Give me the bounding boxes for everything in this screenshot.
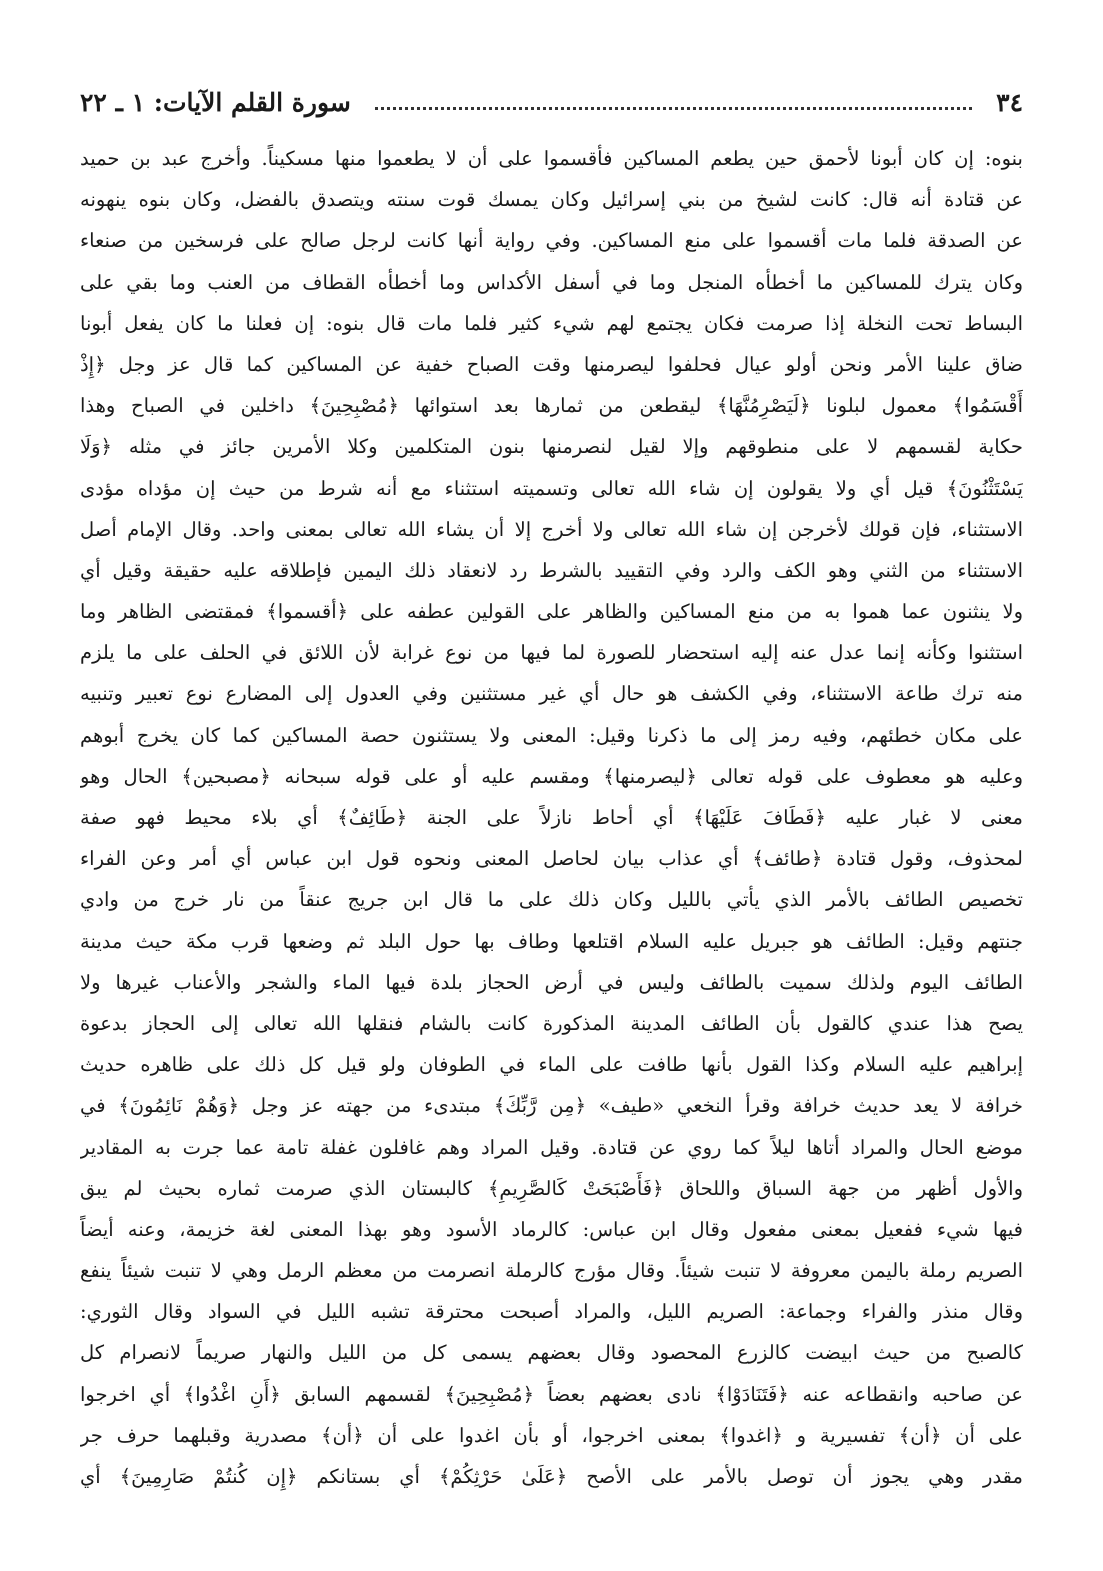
text-line: الصريم رملة باليمن معروفة لا تنبت شيئاً. وقال مؤرج كالرملة انصرمت من معظم الرمل وهي لا تنبت شيئاً ينفع	[80, 1259, 1023, 1283]
text-line: كالصبح من حيث ابيضت كالزرع المحصود وقال بعضهم يسمى كل من الليل والنهار صريماً لانصرام كل	[80, 1341, 1023, 1365]
header-dotted-leader	[375, 107, 972, 110]
text-line: والأول أظهر من جهة السباق واللحاق ﴿فَأَصْبَحَتْ كَالصَّرِيمِ﴾ كالبستان الذي صرمت ثماره بحيث لم يبق	[80, 1176, 1023, 1200]
text-line: على أن ﴿أن﴾ تفسيرية و ﴿اغدوا﴾ بمعنى اخرجوا، أو بأن اغدوا على أن ﴿أن﴾ مصدرية وقبلهما حرف جر	[80, 1423, 1023, 1447]
text-line: أَقْسَمُوا﴾ معمول لبلونا ﴿لَيَصْرِمُنَّهَا﴾ ليقطعن من ثمارها بعد استوائها ﴿مُصْبِحِينَ﴾ داخلين في الصباح وهذا	[80, 394, 1023, 418]
text-line: استثنوا وكأنه إنما عدل عنه إليه استحضار للصورة لما فيها من نوع غرابة لأن اللائق في الحلف على ما يلزم	[80, 641, 1023, 665]
text-line: وكان يترك للمساكين ما أخطأه المنجل وما في أسفل الأكداس وما أخطأه القطاف من العنب وما بقي على	[80, 270, 1023, 294]
page-number: ٣٤	[996, 87, 1023, 117]
text-line: الاستثناء، فإن قولك لأخرجن إن شاء الله تعالى ولا أخرج إلا أن يشاء الله تعالى بمعنى واحد. وقال الإمام أصل	[80, 517, 1023, 541]
text-line: ولا ينثنون عما هموا به من منع المساكين والظاهر على القولين عطفه على ﴿أقسموا﴾ فمقتضى الظاهر وما	[80, 600, 1023, 624]
text-line: فيها شيء ففعيل بمعنى مفعول وقال ابن عباس: كالرماد الأسود وهو بهذا المعنى لغة خزيمة، وعنه أيضاً	[80, 1217, 1023, 1241]
text-line: الطائف اليوم ولذلك سميت بالطائف وليس في أرض الحجاز بلدة فيها الماء والشجر والأعناب غيرها ولا	[80, 970, 1023, 994]
text-line: على مكان خطئهم، وفيه رمز إلى ما ذكرنا وقيل: المعنى ولا يستثنون حصة المساكين كما كان يخرج أبوهم	[80, 723, 1023, 747]
text-line: البساط تحت النخلة إذا صرمت فكان يجتمع لهم شيء كثير فلما مات قال بنوه: إن فعلنا ما كان يفعل أبونا	[80, 311, 1023, 335]
text-line: لمحذوف، وقول قتادة ﴿طائف﴾ أي عذاب بيان لحاصل المعنى ونحوه قول ابن عباس أي أمر وعن الفراء	[80, 847, 1023, 871]
text-line: بنوه: إن كان أبونا لأحمق حين يطعم المساكين فأقسموا على أن لا يطعموا منها مسكيناً. وأخرج عبد بن حميد	[80, 147, 1023, 170]
text-line: موضع الحال والمراد أتاها ليلاً كما روي عن قتادة. وقيل المراد وهم غافلون غفلة تامة عما جرت به المقادير	[80, 1135, 1023, 1159]
text-line: وقال منذر والفراء وجماعة: الصريم الليل، والمراد أصبحت محترقة تشبه الليل في السواد وقال الثوري:	[80, 1300, 1023, 1324]
text-line: حكاية لقسمهم لا على منطوقهم وإلا لقيل لنصرمنها بنون المتكلمين وكلا الأمرين جائز في مثله ﴿وَلَا	[80, 435, 1023, 459]
text-line: خرافة لا يعد حديث خرافة وقرأ النخعي «طيف» ﴿مِن رَّبِّكَ﴾ مبتدىء من جهته عز وجل ﴿وَهُمْ نَائِمُونَ﴾ في	[80, 1094, 1023, 1118]
text-line: عن قتادة أنه قال: كانت لشيخ من بني إسرائيل وكان يمسك قوت سنته ويتصدق بالفضل، وكان بنوه ينهونه	[80, 188, 1023, 212]
text-line: ضاق علينا الأمر ونحن أولو عيال فحلفوا ليصرمنها وقت الصباح خفية عن المساكين كما قال عز وجل ﴿إِذْ	[80, 352, 1023, 376]
text-line: إبراهيم عليه السلام وكذا القول بأنها طافت على الماء في الطوفان ولو قيل كل ذلك على ظاهره حديث	[80, 1053, 1023, 1077]
text-line: عن صاحبه وانقطاعه عنه ﴿فَتَنَادَوْا﴾ نادى بعضهم بعضاً ﴿مُصْبِحِينَ﴾ لقسمهم السابق ﴿أَنِ اغْدُوا﴾ أي اخرجوا	[80, 1382, 1023, 1406]
text-line: عن الصدقة فلما مات أقسموا على منع المساكين. وفي رواية أنها كانت لرجل صالح على فرسخين من صنعاء	[80, 229, 1023, 253]
text-line: جنتهم وقيل: الطائف هو جبريل عليه السلام اقتلعها وطاف بها حول البلد ثم وضعها قرب مكة حيث مدينة	[80, 929, 1023, 953]
text-line: معنى لا غبار عليه ﴿فَطَافَ عَلَيْهَا﴾ أي أحاط نازلاً على الجنة ﴿طَائِفٌ﴾ أي بلاء محيط فهو صفة	[80, 806, 1023, 829]
text-line: تخصيص الطائف بالأمر الذي يأتي بالليل وكان ذلك على ما قال ابن جريج عنقاً من نار خرج من وادي	[80, 888, 1023, 912]
text-line: الاستثناء من الثني وهو الكف والرد وفي التقييد بالشرط رد لانعقاد ذلك اليمين فإطلاقه عليه حقيقة وقيل أي	[80, 558, 1023, 582]
text-line: وعليه هو معطوف على قوله تعالى ﴿ليصرمنها﴾ ومقسم عليه أو على قوله سبحانه ﴿مصبحين﴾ الحال وهو	[80, 764, 1023, 788]
text-line: منه ترك طاعة الاستثناء، وفي الكشف هو حال أي غير مستثنين وفي العدول إلى المضارع نوع تعبير وتنبيه	[80, 682, 1023, 706]
section-title: سورة القلم الآيات: ١ ـ ٢٢	[80, 87, 351, 117]
text-line: يَسْتَثْنُونَ﴾ قيل أي ولا يقولون إن شاء الله تعالى وتسميته استثناء مع أنه شرط من حيث إن مؤداه مؤدى	[80, 476, 1023, 500]
body-text	[80, 138, 1023, 1497]
running-header	[80, 82, 1023, 122]
text-line: يصح هذا عندي كالقول بأن الطائف المدينة المذكورة كانت بالشام فنقلها الله تعالى إلى الحجاز بدعوة	[80, 1011, 1023, 1035]
text-line: مقدر وهي يجوز أن توصل بالأمر على الأصح ﴿عَلَىٰ حَرْثِكُمْ﴾ أي بستانكم ﴿إِن كُنتُمْ صَارِمِينَ﴾ أي	[80, 1465, 1023, 1488]
